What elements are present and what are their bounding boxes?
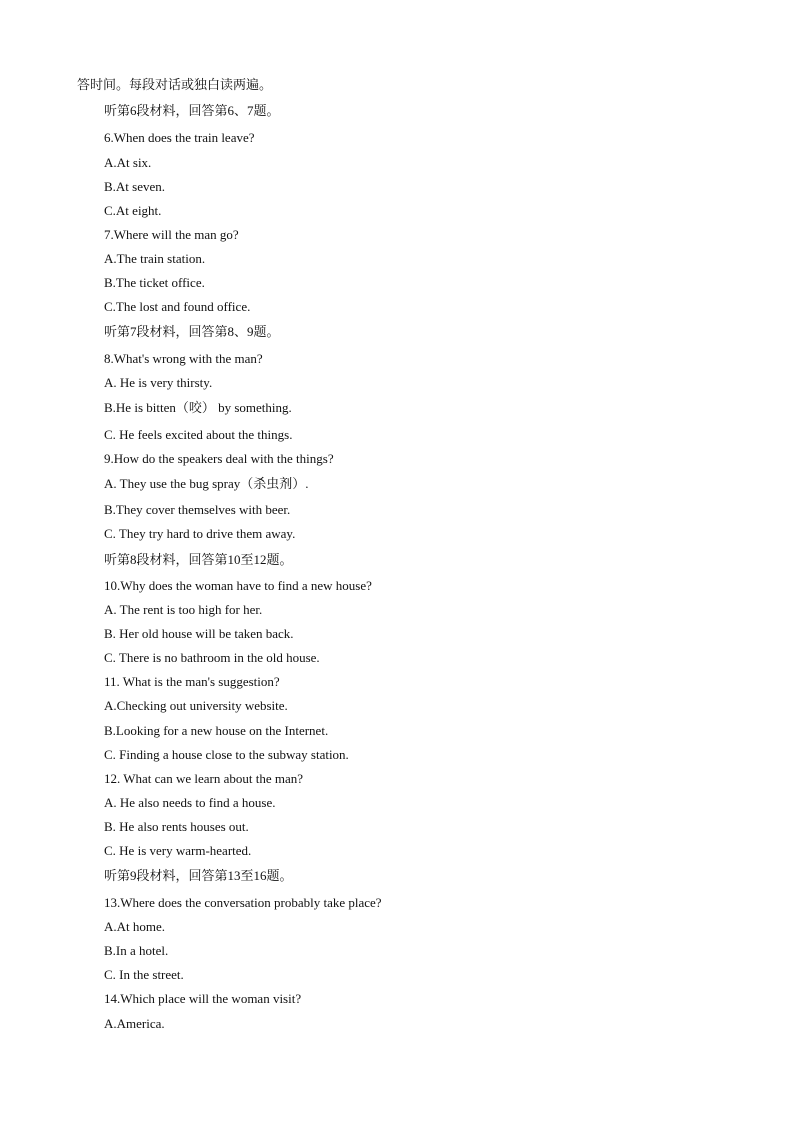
question-11: 11. What is the man's suggestion? [104,674,280,689]
question-13-option-a: A.At home. [104,919,166,934]
question-7: 7.Where will the man go? [104,227,239,242]
section-9-heading: 听第9段材料，回答第13至16题。 [104,868,293,883]
question-9: 9.How do the speakers deal with the things? [104,451,334,466]
question-10: 10.Why does the woman have to find a new house? [104,578,372,593]
question-12: 12. What can we learn about the man? [104,771,304,786]
section-8-heading: 听第8段材料，回答第10至12题。 [104,552,293,567]
question-13: 13.Where does the conversation probably take place? [104,895,382,910]
question-7-option-b: B.The ticket office. [104,275,205,290]
question-8-option-c: C. He feels excited about the things. [104,427,293,442]
question-6-option-b: B.At seven. [104,179,166,194]
question-9-option-b: B.They cover themselves with beer. [104,502,291,517]
question-14-option-a: A.America. [104,1016,165,1031]
intro-text: 答时间。每段对话或独白读两遍。 [77,77,273,92]
question-9-option-c: C. They try hard to drive them away. [104,526,296,541]
question-13-option-c: C. In the street. [104,967,184,982]
question-8-option-a: A. He is very thirsty. [104,375,213,390]
question-6-option-a: A.At six. [104,155,152,170]
question-6: 6.When does the train leave? [104,130,255,145]
section-6-heading: 听第6段材料，回答第6、7题。 [104,103,280,118]
question-11-option-c: C. Finding a house close to the subway station. [104,747,349,762]
question-7-option-c: C.The lost and found office. [104,299,251,314]
question-11-option-a: A.Checking out university website. [104,698,288,713]
question-8: 8.What's wrong with the man? [104,351,263,366]
question-6-option-c: C.At eight. [104,203,162,218]
question-10-option-c: C. There is no bathroom in the old house. [104,650,320,665]
question-11-option-b: B.Looking for a new house on the Internet. [104,723,329,738]
question-8-option-b: B.He is bitten（咬） by something. [104,400,292,415]
question-10-option-b: B. Her old house will be taken back. [104,626,294,641]
question-10-option-a: A. The rent is too high for her. [104,602,263,617]
question-12-option-b: B. He also rents houses out. [104,819,249,834]
question-12-option-a: A. He also needs to find a house. [104,795,276,810]
question-13-option-b: B.In a hotel. [104,943,169,958]
question-7-option-a: A.The train station. [104,251,206,266]
section-7-heading: 听第7段材料，回答第8、9题。 [104,324,280,339]
question-12-option-c: C. He is very warm-hearted. [104,843,252,858]
question-9-option-a: A. They use the bug spray（杀虫剂）. [104,476,309,491]
question-14: 14.Which place will the woman visit? [104,991,302,1006]
